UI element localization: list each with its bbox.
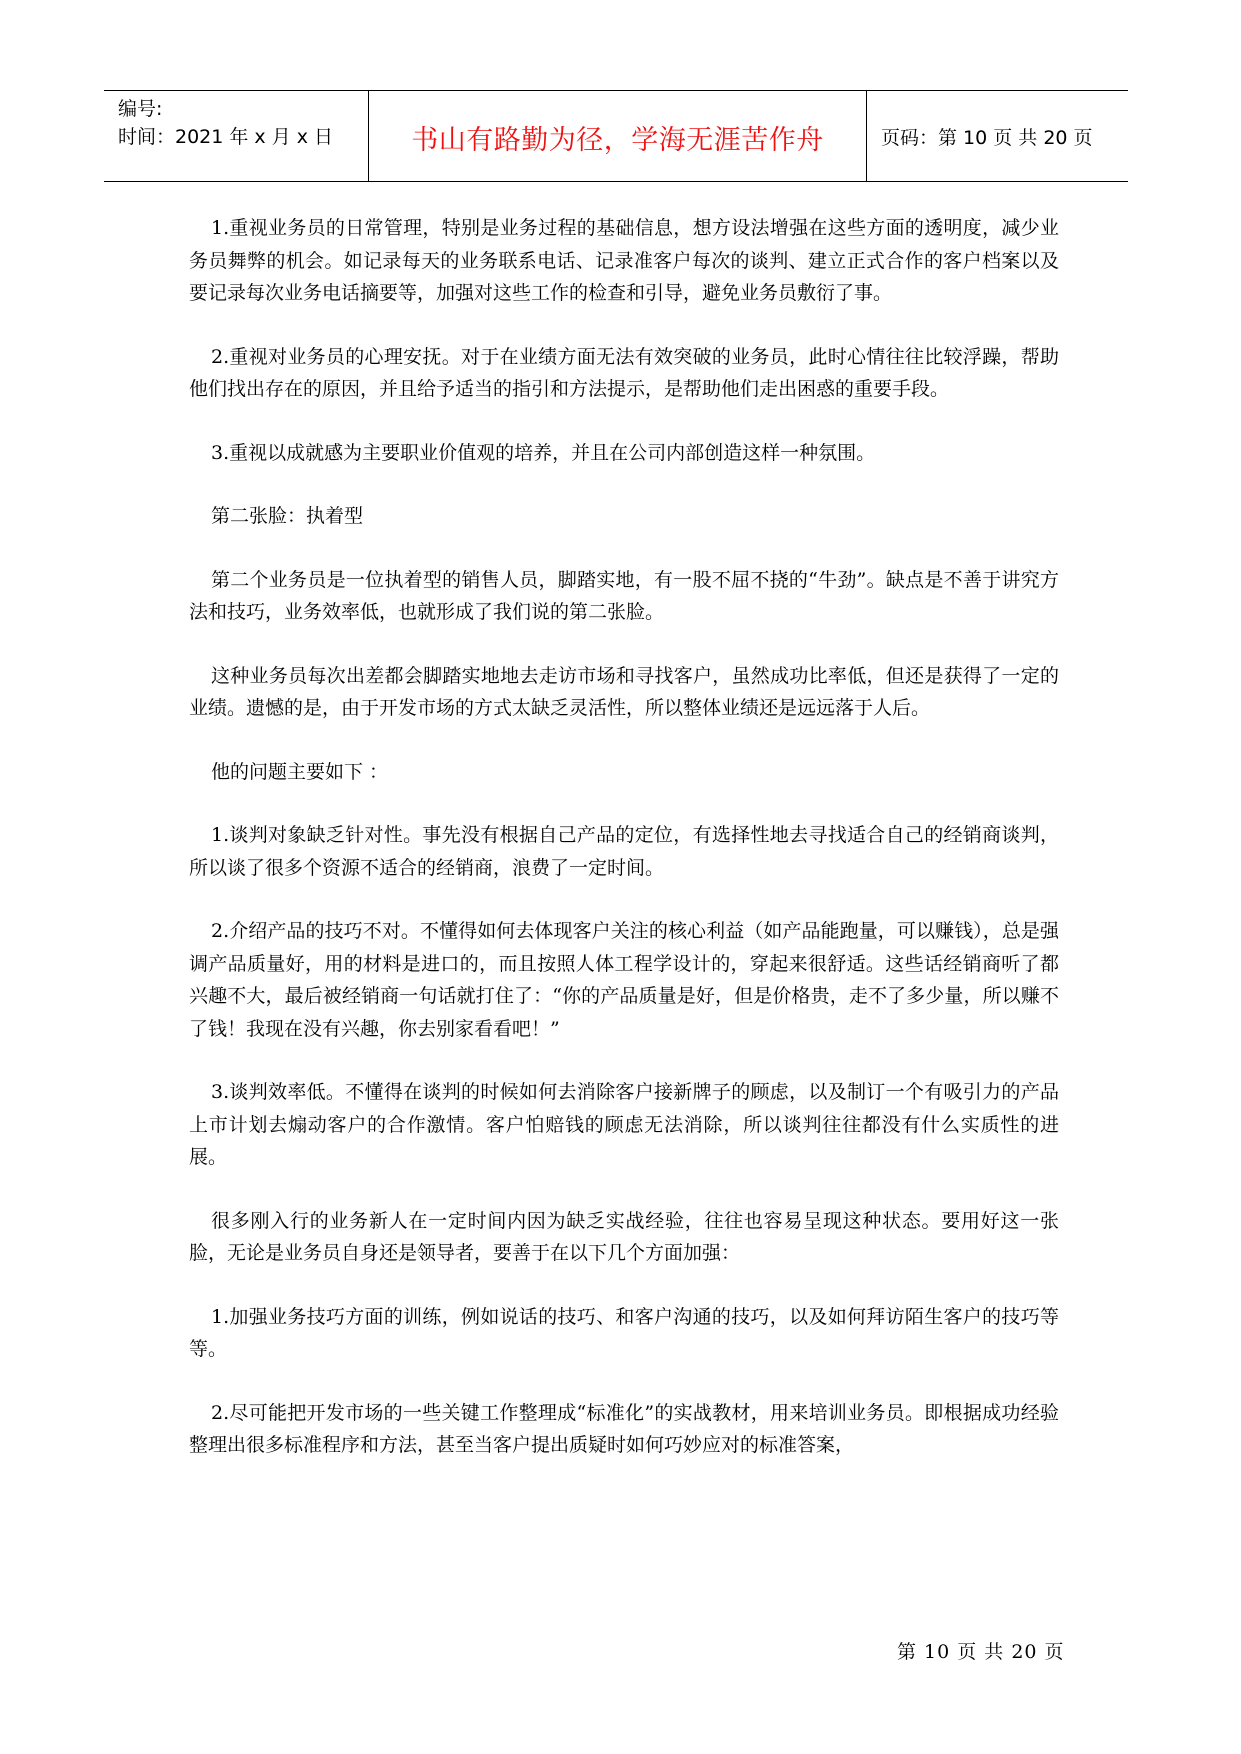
paragraph: 1.重视业务员的日常管理，特别是业务过程的基础信息，想方设法增强在这些方面的透明度，减少业务员舞弊的机会。如记录每天的业务联系电话、记录准客户每次的谈判、建立正式合作的客户档案以及要记录每次业务电话摘要等，加强对这些工作的检查和引导，避免业务员敷衍了事。 [189,217,1059,304]
paragraph: 2.介绍产品的技巧不对。不懂得如何去体现客户关注的核心利益（如产品能跑量，可以赚钱），总是强调产品质量好，用的材料是进口的，而且按照人体工程学设计的，穿起来很舒适。这些话经销商听了都兴趣不大，最后被经销商一句话就打住了：“你的产品质量是好，但是价格贵，走不了多少量，所以赚不了钱！我现在没有兴趣，你去别家看看吧！” [189,920,1059,1040]
footer-page-number: 第 10 页 共 20 页 [897,1641,1065,1663]
document-body [189,212,1059,1493]
paragraph: 1.谈判对象缺乏针对性。事先没有根据自己产品的定位，有选择性地去寻找适合自己的经销商谈判，所以谈了很多个资源不适合的经销商，浪费了一定时间。 [189,824,1059,879]
header-page-number: 页码：第 10 页 共 20 页 [881,127,1093,149]
page-header [104,90,1128,182]
time-label: 时间：2021 年 x 月 x 日 [118,126,334,148]
paragraph: 很多刚入行的业务新人在一定时间内因为缺乏实战经验，往往也容易呈现这种状态。要用好这一张脸，无论是业务员自身还是领导者，要善于在以下几个方面加强： [189,1209,1059,1264]
paragraph: 他的问题主要如下 ： [211,760,389,783]
serial-number-label: 编号: [118,98,163,120]
paragraph: 2.重视对业务员的心理安抚。对于在业绩方面无法有效突破的业务员，此时心情往往比较浮躁，帮助他们找出存在的原因，并且给予适当的指引和方法提示，是帮助他们走出困惑的重要手段。 [189,345,1059,400]
paragraph: 3.重视以成就感为主要职业价值观的培养，并且在公司内部创造这样一种氛围。 [211,441,876,464]
paragraph: 2.尽可能把开发市场的一些关键工作整理成“标准化”的实战教材，用来培训业务员。即根据成功经验整理出很多标准程序和方法，甚至当客户提出质疑时如何巧妙应对的标准答案， [189,1401,1059,1456]
motto-text: 书山有路勤为径，学海无涯苦作舟 [411,125,824,156]
paragraph: 1.加强业务技巧方面的训练，例如说话的技巧、和客户沟通的技巧，以及如何拜访陌生客户的技巧等等。 [189,1305,1059,1360]
header-meta-cell [104,91,369,181]
header-motto-cell [369,91,867,181]
section-heading: 第二张脸：执着型 [211,505,364,527]
paragraph: 第二个业务员是一位执着型的销售人员，脚踏实地，有一股不屈不挠的“牛劲”。缺点是不善于讲究方法和技巧，业务效率低，也就形成了我们说的第二张脸。 [189,568,1059,623]
paragraph: 3.谈判效率低。不懂得在谈判的时候如何去消除客户接新牌子的顾虑，以及制订一个有吸引力的产品上市计划去煽动客户的合作激情。客户怕赔钱的顾虑无法消除，所以谈判往往都没有什么实质性的进展。 [189,1081,1059,1168]
paragraph: 这种业务员每次出差都会脚踏实地地去走访市场和寻找客户，虽然成功比率低，但还是获得了一定的业绩。遗憾的是，由于开发市场的方式太缺乏灵活性，所以整体业绩还是远远落于人后。 [189,664,1059,719]
header-page-cell [867,91,1128,181]
page-footer [897,1637,1065,1664]
